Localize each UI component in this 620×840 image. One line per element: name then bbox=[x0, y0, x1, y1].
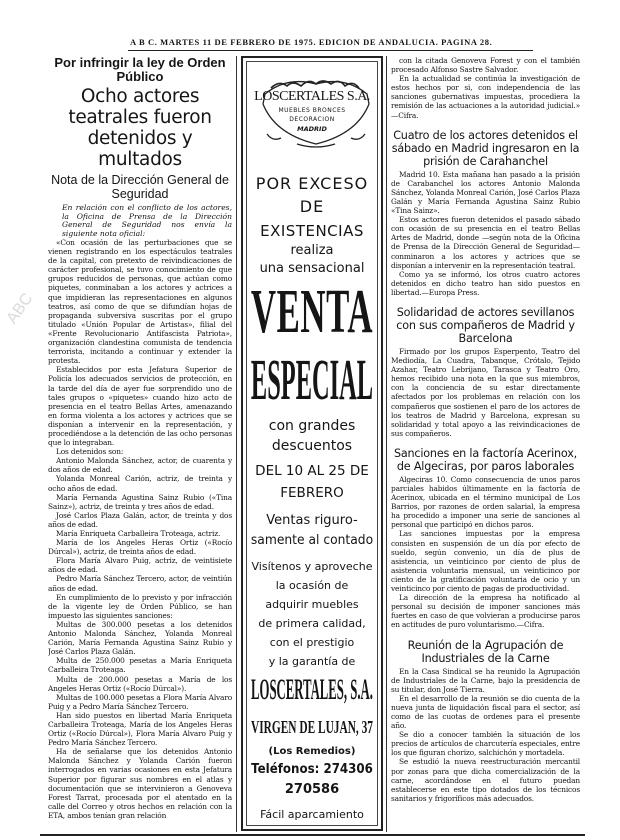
ad-text: una sensacional bbox=[259, 261, 365, 276]
column-divider bbox=[386, 56, 387, 832]
ad-text: DE bbox=[299, 197, 325, 216]
article-headline: Reunión de la Agrupación de Industriales de la Carne bbox=[407, 638, 564, 665]
watermark: ABC bbox=[3, 290, 37, 328]
right-column bbox=[391, 56, 580, 820]
masthead: A B C. MARTES 11 DE FEBRERO DE 1975. EDICION DE ANDALUCIA. PAGINA 28. bbox=[130, 37, 493, 47]
paragraph: Yolanda Monreal Carión, actriz, de treinta y ocho años de edad. bbox=[48, 474, 232, 493]
article bbox=[391, 306, 580, 438]
ad-text: POR EXCESO bbox=[255, 174, 369, 193]
ad-logo-line: MUEBLES BRONCES bbox=[278, 107, 346, 114]
paragraph: María Fernanda Agustina Sainz Rubio («Tina Sainz»), actriz, de treinta y tres años de edad. bbox=[48, 492, 232, 511]
paragraph: «Con ocasión de las perturbaciones que se vienen registrando en los espectáculos teatrales de la capital, con pretexto de reivindicaciones de carácter profesional, se tuvo conocimiento de que grupos reducidos de personas, que actúan como piquetes, conminaban a los actores y actrices a que impidieran las representaciones en algunos teatros, así como de que se difundían hojas de propaganda subversiva suscritas por el grupo titulado «Unión Popular de Artistas», filial del «Frente Revolucionario Antifascista Patriota», organización clandestina comunista de tendencia terrorista, incitando a continuar y extender la protesta. bbox=[48, 238, 232, 366]
paragraph: Antonio Malonda Sánchez, actor, de cuarenta y dos años de edad. bbox=[48, 456, 232, 475]
ad-text: samente al contado bbox=[250, 533, 374, 548]
paragraph: Se dio a conocer también la situación de los precios de artículos de charcutería especiales, entre los que figuran chorizo, salchichón y mortadela. bbox=[391, 730, 580, 758]
paragraph: Pedro María Sánchez Tercero, actor, de veintiún años de edad. bbox=[48, 574, 232, 593]
left-column bbox=[48, 56, 232, 836]
paragraph: Algeciras 10. Como consecuencia de unos paros parciales habidos últimamente en la factoría de Acerinox, ubicada en el término municipal de Los Barrios, por razones de orden salarial, la empresa ha procedido a imponer una serie de sanciones al personal que participó en dichos paros. bbox=[391, 474, 580, 530]
ad-text: EXISTENCIAS bbox=[260, 222, 364, 240]
ad-date: FEBRERO bbox=[280, 485, 344, 501]
ad-date: DEL 10 AL 25 DE bbox=[255, 463, 369, 479]
ad-text: realiza bbox=[290, 243, 334, 258]
paragraph: Estos actores fueron detenidos el pasado sábado con ocasión de su presencia en el teatro Bellas Artes de Madrid, donde —según nota de la Oficina de Prensa de la Dirección General de Seguridad— conminaron a los actores y actrices que se disponían a intervenir en la representación teatral. bbox=[391, 215, 580, 270]
paragraph: Multas de 300.000 pesetas a los detenidos Antonio Malonda Sánchez, Yolanda Monreal Carión, María Fernanda Agustina Sainz Rubio y José Carlos Plaza Galán. bbox=[48, 619, 232, 657]
advertisement-loscertales bbox=[241, 56, 383, 831]
paragraph: con la citada Genoveva Forest y con el también procesado Alfonso Sastre Salvador. bbox=[391, 56, 580, 75]
article bbox=[391, 639, 580, 803]
ad-text: Visítenos y aproveche bbox=[251, 560, 373, 573]
article-headline: Solidaridad de actores sevillanos con sus compañeros de Madrid y Barcelona bbox=[396, 305, 575, 345]
ad-headline-especial: ESPECIAL bbox=[250, 347, 374, 412]
bottom-rule bbox=[40, 834, 585, 836]
ad-text: la ocasión de bbox=[275, 579, 349, 592]
ad-logo-city: MADRID bbox=[297, 125, 327, 133]
paragraph: En la Casa Sindical se ha reunido la Agrupación de Industriales de la Carne, bajo la presidencia de su titular, don José Tierra. bbox=[391, 666, 580, 694]
paragraph: Madrid 10. Esta mañana han pasado a la prisión de Carabanchel los actores Antonio Malonda Sánchez, Yolanda Monreal Carión, José Carlos Plaza Galán y María Fernanda Agustina Sainz Rubio «Tina Sainz». bbox=[391, 169, 580, 216]
ad-text: y la garantía de bbox=[268, 655, 356, 668]
paragraph: Como ya se informó, los otros cuatro actores detenidos en dicho teatro han sido puestos en libertad.—Europa Press. bbox=[391, 269, 580, 297]
column-divider bbox=[236, 56, 237, 832]
paragraph: Multas de 100.000 pesetas a Flora María Alvaro Puig y a Pedro María Sánchez Tercero. bbox=[48, 692, 232, 711]
paragraph: María Enriqueta Carballeira Troteaga, actriz. bbox=[56, 529, 221, 538]
paragraph: Los detenidos son: bbox=[56, 447, 124, 457]
paragraph: Firmado por los grupos Esperpento, Teatro del Mediodía, La Cuadra, Tabanque, Crótalo, Tejido Azahar, Teatro Lebrijano, Tarasca y Teatro Oro, hemos recibido una nota en la que sus miembros, con la conciencia de su estar directamente afectados por los problemas en relación con los compañeros que sostienen el paro de los actores de los teatros de Madrid y Barcelona, expresan su solidaridad y total apoyo a las reivindicaciones de sus compañeros. bbox=[391, 346, 580, 438]
ad-logo-line: DECORACION bbox=[289, 116, 335, 123]
paragraph: Multa de 250.000 pesetas a María Enriqueta Carballeira Troteaga. bbox=[48, 656, 232, 675]
paragraph: Han sido puestos en libertad María Enriqueta Carballeira Troteaga, María de los Angeles Heras Ortiz («Rocío Dúrcal»), Flora María Alvaro Puig y Pedro María Sánchez Tercero. bbox=[48, 710, 232, 748]
paragraph: En cumplimiento de lo previsto y por infracción de la vigente ley de Orden Público, se han impuesto las siguientes sanciones: bbox=[48, 592, 232, 620]
paragraph: Se estudió la nueva reestructuración mercantil por zonas para que dicha comercialización de la carne, acordándose en el futuro puedan establecerse en este tipo dotados de los técnicos sanitarios y frigoríficos más adecuados. bbox=[391, 757, 580, 803]
article-headline: Sanciones en la factoría Acerinox, de Algeciras, por paros laborales bbox=[393, 446, 578, 473]
paragraph: José Carlos Plaza Galán, actor, de treinta y dos años de edad. bbox=[48, 510, 232, 529]
ad-logo-name: LOSCERTALES S.A. bbox=[254, 89, 370, 104]
paragraph: En el desarrollo de la reunión se dio cuenta de la nueva junta de liquidación fiscal para el sector, así como de las cuotas de ordenes para el presente año. bbox=[391, 693, 580, 731]
article-body bbox=[48, 238, 232, 820]
ad-phone: Teléfonos: 274306 bbox=[251, 762, 373, 777]
ad-text: descuentos bbox=[271, 438, 353, 454]
article-kicker: Por infringir la ley de Orden Público bbox=[54, 56, 226, 84]
ad-text: con el prestigio bbox=[269, 636, 355, 649]
paragraph: Ha de señalarse que los detenidos Antonio Malonda Sánchez y Yolanda Carión fueron interrogados en varias ocasiones en esta Jefatura Superior por figurar sus nombres en el atlas y documentación que se intervinieron a Genoveva Forest Tarrat, procesada por el atentado en la calle del Correo y otros hechos en relación con la ETA, ambos tenían gran relación bbox=[48, 747, 232, 820]
article-lead: En relación con el conflicto de los actores, la Oficina de Prensa de la Dirección General de Seguridad nos envía la siguiente nota oficial: bbox=[62, 203, 232, 238]
continued-text bbox=[391, 56, 580, 120]
ad-text: Ventas riguro- bbox=[266, 513, 358, 528]
masthead-rule bbox=[128, 50, 533, 51]
paragraph: Multa de 200.000 pesetas a María de los Angeles Heras Ortiz («Rocío Dúrcal»). bbox=[48, 674, 232, 693]
ad-text: de primera calidad, bbox=[258, 617, 366, 630]
right-articles bbox=[391, 129, 580, 803]
ad-parking: Fácil aparcamiento bbox=[260, 808, 364, 821]
ad-address: VIRGEN DE LUJAN, 37 bbox=[251, 717, 373, 737]
paragraph: Establecidos por esta Jefatura Superior de Policía los adecuados servicios de protección, en la tarde del día de ayer fue sorprendido uno de tales grupos o «piquetes» cuando hizo acto de presencia en el teatro Bellas Artes, amenazando en forma violenta a los actores y actrices que se disponían a intervenir en la representación, y procediéndose a la detención de las ocho personas que lo integraban. bbox=[48, 365, 232, 448]
ad-headline-venta: VENTA bbox=[250, 278, 374, 346]
article bbox=[391, 129, 580, 297]
article bbox=[391, 447, 580, 630]
paragraph: En la actualidad se continúa la investigación de estos hechos por si, con independencia de las sanciones gubernativas impuestas, procediera la remisión de las actuaciones a la autoridad judicial.» —Cifra. bbox=[391, 74, 580, 120]
ad-phone: 270586 bbox=[284, 782, 340, 797]
ad-brand: LOSCERTALES, S.A. bbox=[251, 673, 373, 706]
article-subhead: Nota de la Dirección General de Seguridad bbox=[51, 173, 229, 201]
paragraph: María de los Angeles Heras Ortiz («Rocío Dúrcal»), actriz, de treinta años de edad. bbox=[48, 538, 232, 557]
ad-inner-border bbox=[246, 61, 378, 826]
ad-text: adquirir muebles bbox=[265, 598, 359, 611]
article-headline: Cuatro de los actores detenidos el sábado en Madrid ingresaron en la prisión de Carahanchel bbox=[391, 128, 580, 168]
ad-area: (Los Remedios) bbox=[268, 746, 356, 757]
ad-text: con grandes bbox=[268, 418, 356, 434]
article-headline: Ocho actores teatrales fueron detenidos y multados bbox=[68, 86, 212, 170]
paragraph: Las sanciones impuestas por la empresa consisten en suspensión de un día por efecto de sueldo, según convenio, un día de plus de asistencia, un veinticinco por ciento de plus de asistencia voluntaria mensual, un veinticinco por ciento de la gratificación voluntaria de ocio y un veinticinco por ciento de pagas de productividad. bbox=[391, 529, 580, 594]
paragraph: La dirección de la empresa ha notificado al personal su decisión de imponer sanciones más fuertes en caso de que volvieran a producirse paros en actitudes de puro voluntarismo.—Cifra. bbox=[391, 593, 580, 630]
paragraph: Flora María Alvaro Puig, actriz, de veintisiete años de edad. bbox=[48, 556, 232, 575]
